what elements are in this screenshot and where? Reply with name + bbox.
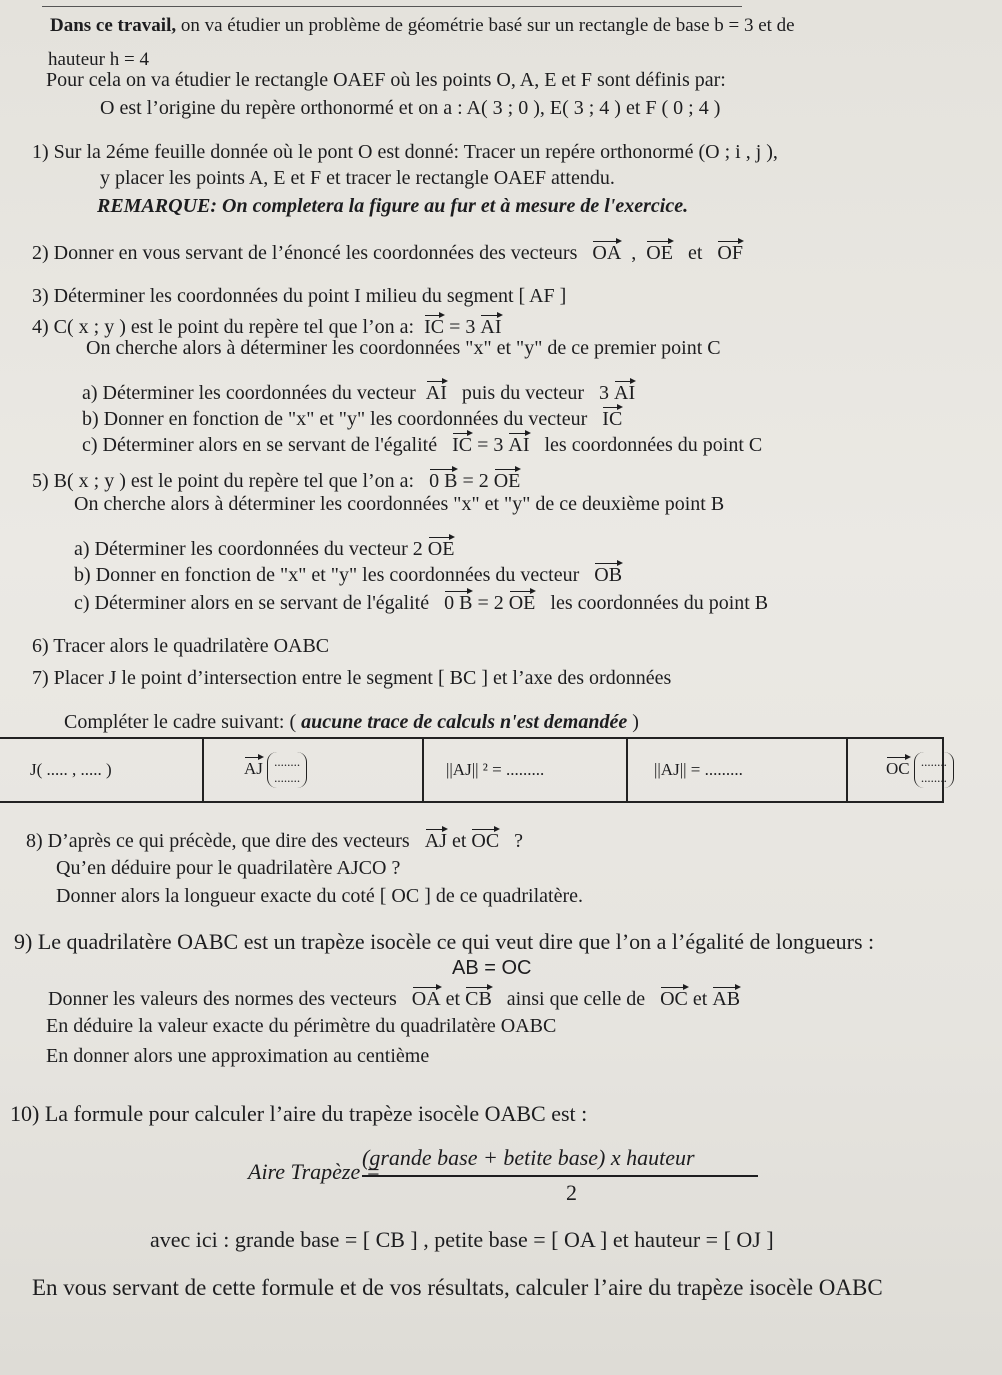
q2-text: 2) Donner en vous servant de l’énoncé les coordonnées des vecteurs (32, 242, 578, 264)
q3-line: 3) Déterminer les coordonnées du point I milieu du segment [ AF ] (32, 285, 567, 307)
q8-qmark: ? (514, 830, 524, 852)
q4-line-2: On cherche alors à déterminer les coordonnées "x" et "y" de ce premier point C (86, 337, 721, 359)
q5-c-end: les coordonnées du point B (550, 592, 769, 614)
q5-eq-mid: = 2 (462, 470, 489, 492)
q9-line-4: En déduire la valeur exacte du périmètre du quadrilatère OABC (46, 1015, 557, 1037)
vector-aj: AJ (425, 826, 447, 850)
q4-eq-mid: = 3 (449, 316, 476, 338)
q8-line-2: Qu’en déduire pour le quadrilatère AJCO ? (56, 857, 401, 879)
frame-cell-oc[interactable] (847, 738, 947, 802)
q9-equation: AB = OC (452, 957, 532, 979)
q8-line-1 (26, 826, 523, 853)
oc-y-slot: ........ (920, 770, 947, 785)
q4-a-mid: puis du vecteur (461, 382, 585, 404)
q9-line-5: En donner alors une approximation au centième (46, 1045, 430, 1067)
q10-line-1: 10) La formule pour calculer l’aire du trapèze isocèle OABC est : (10, 1101, 588, 1126)
frame-cell-aj[interactable] (203, 738, 423, 802)
vector-ai-a: AI (426, 378, 447, 402)
q1-line-1: 1) Sur la 2éme feuille donnée où le pont O est donné: Tracer un repére orthonormé (O ; i , j ), (32, 141, 778, 163)
oc-x-slot: ........ (920, 754, 947, 769)
answer-frame (0, 737, 947, 803)
vector-ob: 0 B (429, 466, 457, 490)
formula-denominator: 2 (566, 1180, 577, 1205)
q9-and-2: et (692, 988, 708, 1010)
aj-coords-slot[interactable] (267, 752, 307, 788)
intro-line-1 (50, 14, 795, 38)
q5-a (74, 534, 454, 561)
aj-y-slot: ........ (274, 770, 301, 785)
q4-head (32, 312, 502, 339)
q6-line: 6) Tracer alors le quadrilatère OABC (32, 635, 330, 657)
q9-line-1: 9) Le quadrilatère OABC est un trapèze isocèle ce qui veut dire que l’on a l’égalité de longueurs : (14, 929, 875, 954)
vector-2oe: OE (428, 534, 455, 558)
q4-c-eq-mid: = 3 (477, 434, 504, 456)
q5-b (74, 560, 622, 587)
vector-cb: CB (465, 984, 492, 1008)
q8-text: 8) D’après ce qui précède, que dire des vecteurs (26, 830, 410, 852)
q1-remark: REMARQUE: On completera la figure au fur et à mesure de l'exercice. (97, 195, 689, 217)
intro-line-4: O est l’origine du repère orthonormé et on a : A( 3 ; 0 ), E( 3 ; 4 ) et F ( 0 ; 4 ) (100, 97, 721, 119)
fraction-bar (362, 1175, 758, 1177)
q4-a-text: a) Déterminer les coordonnées du vecteur (82, 382, 416, 404)
vector-oa-9: OA (412, 984, 441, 1008)
q10-line-4: En vous servant de cette formule et de vos résultats, calculer l’aire du trapèze isocèle OABC (32, 1275, 883, 1300)
vector-oa: OA (592, 238, 621, 262)
q8-line-3: Donner alors la longueur exacte du coté [ OC ] de ce quadrilatère. (56, 885, 583, 907)
q4-b (82, 404, 622, 431)
vector-ic-c: IC (452, 430, 472, 454)
oc-coords-slot[interactable] (914, 752, 954, 788)
q10-line-3: avec ici : grande base = [ CB ] , petite base = [ OA ] et hauteur = [ OJ ] (150, 1227, 774, 1252)
frame-intro (64, 710, 639, 734)
frame-cell-aj-norm[interactable]: ||AJ|| = ......... (627, 738, 847, 802)
q2-and: et (687, 242, 703, 264)
q9-line-3 (48, 984, 740, 1011)
formula-lhs: Aire Trapèze = (248, 1159, 381, 1184)
q5-line-2: On cherche alors à déterminer les coordonnées "x" et "y" de ce deuxième point B (74, 493, 725, 515)
q4-a-k: 3 (599, 382, 610, 404)
q5-head (32, 466, 520, 493)
q9-mid: ainsi que celle de (506, 988, 646, 1010)
vector-oc-9: OC (660, 984, 688, 1008)
q8-and: et (451, 830, 467, 852)
vector-ob-b: OB (594, 560, 622, 584)
vector-ic: IC (424, 312, 444, 336)
vector-oc-frame: OC (886, 754, 910, 778)
vector-oe-5: OE (494, 466, 521, 490)
vector-of: OF (717, 238, 743, 262)
aj-x-slot: ........ (274, 754, 301, 769)
vector-oe: OE (646, 238, 673, 262)
q4-c (82, 430, 762, 457)
intro-line-3: Pour cela on va étudier le rectangle OAEF où les points O, A, E et F sont définis par: (46, 69, 726, 91)
vector-ic-b: IC (602, 404, 622, 428)
vector-ob-c: 0 B (444, 588, 472, 612)
q4-a (82, 378, 635, 405)
formula-numerator: (grande base + betite base) x hauteur (362, 1145, 695, 1170)
q4-c-end: les coordonnées du point C (544, 434, 763, 456)
q5-c-eq-mid: = 2 (477, 592, 504, 614)
vector-3ai: AI (614, 378, 635, 402)
frame-cell-j[interactable]: J( ..... , ..... ) (0, 738, 203, 802)
q4-c-text: c) Déterminer alors en se servant de l'égalité (82, 434, 438, 456)
q5-head-text: 5) B( x ; y ) est le point du repère tel que l’on a: (32, 470, 415, 492)
q4-head-text: 4) C( x ; y ) est le point du repère tel que l’on a: (32, 316, 415, 338)
vector-oc: OC (471, 826, 499, 850)
q5-a-text: a) Déterminer les coordonnées du vecteur 2 (74, 538, 423, 560)
vector-ai-c: AI (508, 430, 529, 454)
frame-cell-aj-squared[interactable]: ||AJ|| ² = ......... (423, 738, 627, 802)
q9-text: Donner les valeurs des normes des vecteurs (48, 988, 397, 1010)
q5-c (74, 588, 768, 615)
vector-ab: AB (712, 984, 740, 1008)
q2-line: 2) Donner en vous servant de l’énoncé les coordonnées des vecteurs OA , OE et OF (32, 238, 743, 265)
q4-b-text: b) Donner en fonction de "x" et "y" les coordonnées du vecteur (82, 408, 588, 430)
top-rule (42, 0, 742, 7)
frame-intro-italic: aucune trace de calculs n'est demandée (301, 711, 628, 733)
frame-intro-end: ) (632, 711, 639, 733)
q5-b-text: b) Donner en fonction de "x" et "y" les coordonnées du vecteur (74, 564, 580, 586)
q9-and: et (445, 988, 461, 1010)
vector-aj-frame: AJ (244, 754, 263, 778)
intro-line-2: hauteur h = 4 (48, 49, 149, 70)
q1-line-2: y placer les points A, E et F et tracer le rectangle OAEF attendu. (100, 167, 615, 189)
q7-line: 7) Placer J le point d’intersection entre le segment [ BC ] et l’axe des ordonnées (32, 667, 672, 689)
q5-c-text: c) Déterminer alors en se servant de l'égalité (74, 592, 430, 614)
intro-lead: on va étudier un problème de géométrie basé sur un rectangle de base b = 3 et de (180, 15, 795, 36)
vector-oe-c: OE (509, 588, 536, 612)
vector-ai: AI (480, 312, 501, 336)
intro-lead-bold: Dans ce travail, (50, 15, 177, 36)
frame-intro-text: Compléter le cadre suivant: ( (64, 711, 297, 733)
